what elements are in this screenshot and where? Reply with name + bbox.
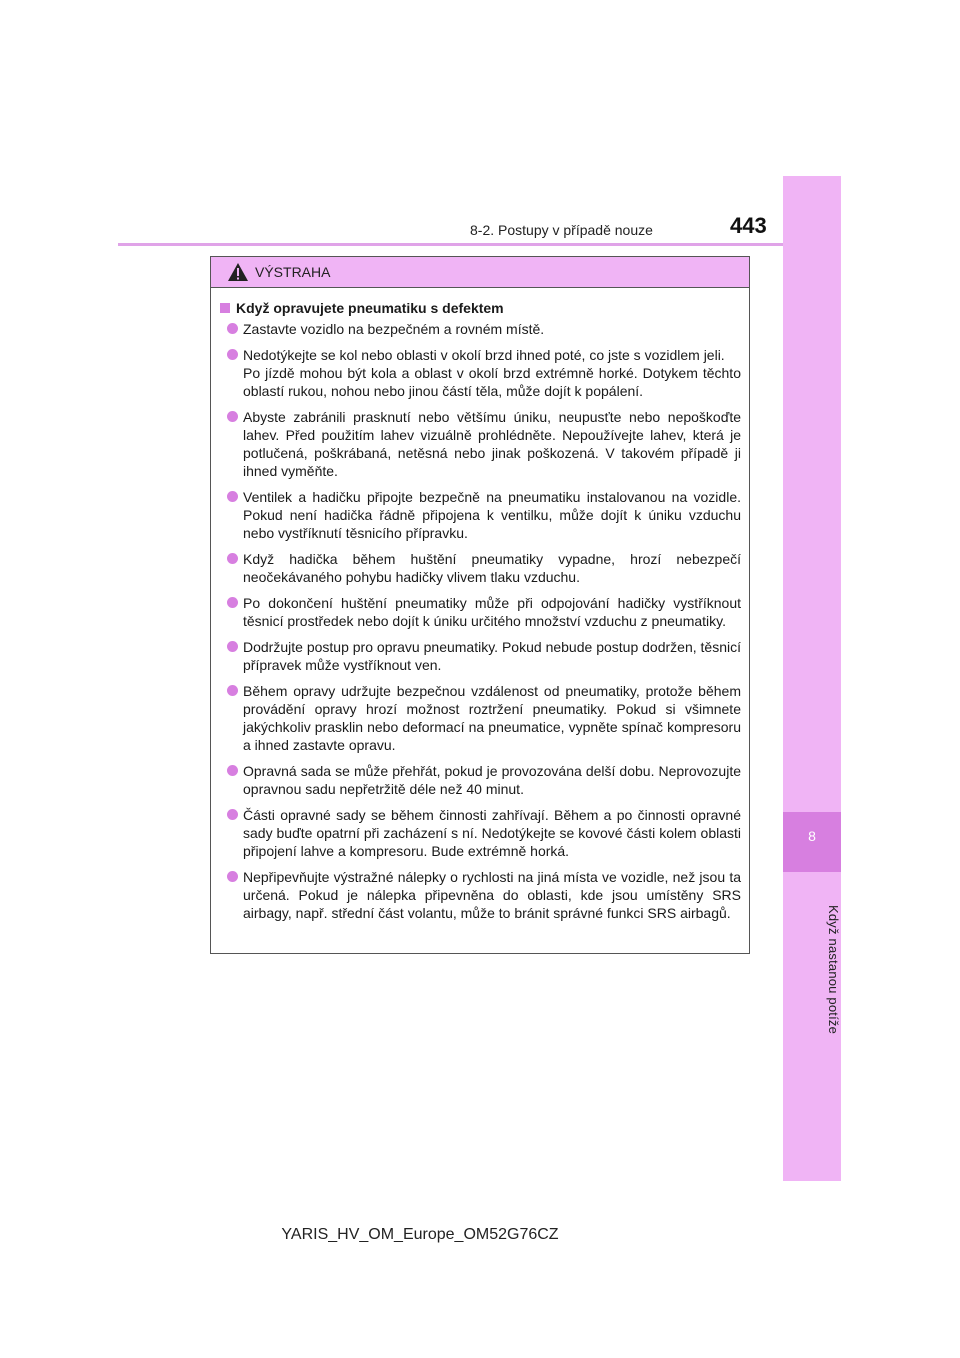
side-tab-chapter-number: 8 — [808, 828, 816, 844]
warning-item: Po dokončení huštění pneumatiky může při odpojování hadičky vystříknout těsnicí prostředek nebo dojít k úniku určitého množství vzduchu z pneumatiky. — [220, 594, 741, 630]
warning-box — [210, 256, 750, 954]
warning-item: Abyste zabránili prasknutí nebo většímu úniku, neupusťte nebo nepoškoďte lahev. Před použitím lahev vizuálně prohlédněte. Nepoužívejte lahev, která je potlučená, poškrábaná, netěsná nebo jinak poškozená. V takovém případě ji ihned vyměňte. — [220, 408, 741, 480]
bullet-icon — [227, 491, 238, 502]
bullet-icon — [227, 553, 238, 564]
warning-header — [211, 257, 749, 288]
bullet-icon — [227, 597, 238, 608]
square-bullet-icon — [220, 303, 230, 313]
document-code: YARIS_HV_OM_Europe_OM52G76CZ — [281, 1226, 559, 1243]
bullet-icon — [227, 809, 238, 820]
side-tab-chapter-label: Když nastanou potíže — [826, 905, 841, 1035]
bullet-icon — [227, 641, 238, 652]
warning-triangle-icon — [227, 262, 249, 282]
warning-item: Během opravy udržujte bezpečnou vzdálenost od pneumatiky, protože během provádění opravy hrozí možnost roztržení pneumatiky. Pokud si všimnete jakýchkoliv prasklin nebo deformací na pneumatice, vypněte spínač kompresoru a ihned zastavte opravu. — [220, 682, 741, 754]
bullet-icon — [227, 765, 238, 776]
page-number: 443 — [730, 213, 767, 238]
bullet-icon — [227, 323, 238, 334]
warning-item: Ventilek a hadičku připojte bezpečně na pneumatiku instalovanou na vozidle. Pokud není hadička řádně připojena k ventilku, může dojít k úniku vzduchu nebo vystříknutí těsnicího přípravku. — [220, 488, 741, 542]
warning-subheading-text: Když opravujete pneumatiku s defektem — [236, 300, 504, 316]
warning-item: Nedotýkejte se kol nebo oblasti v okolí brzd ihned poté, co jste s vozidlem jeli. — [220, 346, 741, 364]
bullet-icon — [227, 411, 238, 422]
header-divider — [118, 243, 783, 246]
warning-item: Opravná sada se může přehřát, pokud je provozována delší dobu. Neprovozujte opravnou sadu nepřetržitě déle než 40 minut. — [220, 762, 741, 798]
warning-item: Zastavte vozidlo na bezpečném a rovném místě. — [220, 320, 741, 338]
bullet-icon — [227, 685, 238, 696]
warning-subheading — [220, 300, 741, 316]
bullet-icon — [227, 871, 238, 882]
warning-item: Dodržujte postup pro opravu pneumatiky. Pokud nebude postup dodržen, těsnicí přípravek může vystříknout ven. — [220, 638, 741, 674]
warning-list — [220, 320, 741, 922]
warning-item-continuation: Po jízdě mohou být kola a oblast v okolí brzd extrémně horké. Dotykem těchto oblastí rukou, nohou nebo jinou částí těla, může dojít k popálení. — [243, 365, 741, 399]
section-title: 8-2. Postupy v případě nouze — [470, 222, 653, 238]
bullet-icon — [227, 349, 238, 360]
warning-item: Když hadička během huštění pneumatiky vypadne, hrozí nebezpečí neočekávaného pohybu hadičky vlivem tlaku vzduchu. — [220, 550, 741, 586]
warning-item: Nepřipevňujte výstražné nálepky o rychlosti na jiná místa ve vozidle, než jsou ta určená. Pokud je nálepka připevněna do oblasti, kde jsou umístěny SRS airbagy, např. střední část volantu, může to bránit správné funkci SRS airbagů. — [220, 868, 741, 922]
warning-label: VÝSTRAHA — [255, 264, 331, 280]
warning-body — [211, 288, 749, 922]
warning-item: Části opravné sady se během činnosti zahřívají. Během a po činnosti opravné sady buďte opatrní při zacházení s ní. Nedotýkejte se kovové části kolem oblasti připojení lahve a kompresoru. Bude extrémně horká. — [220, 806, 741, 860]
